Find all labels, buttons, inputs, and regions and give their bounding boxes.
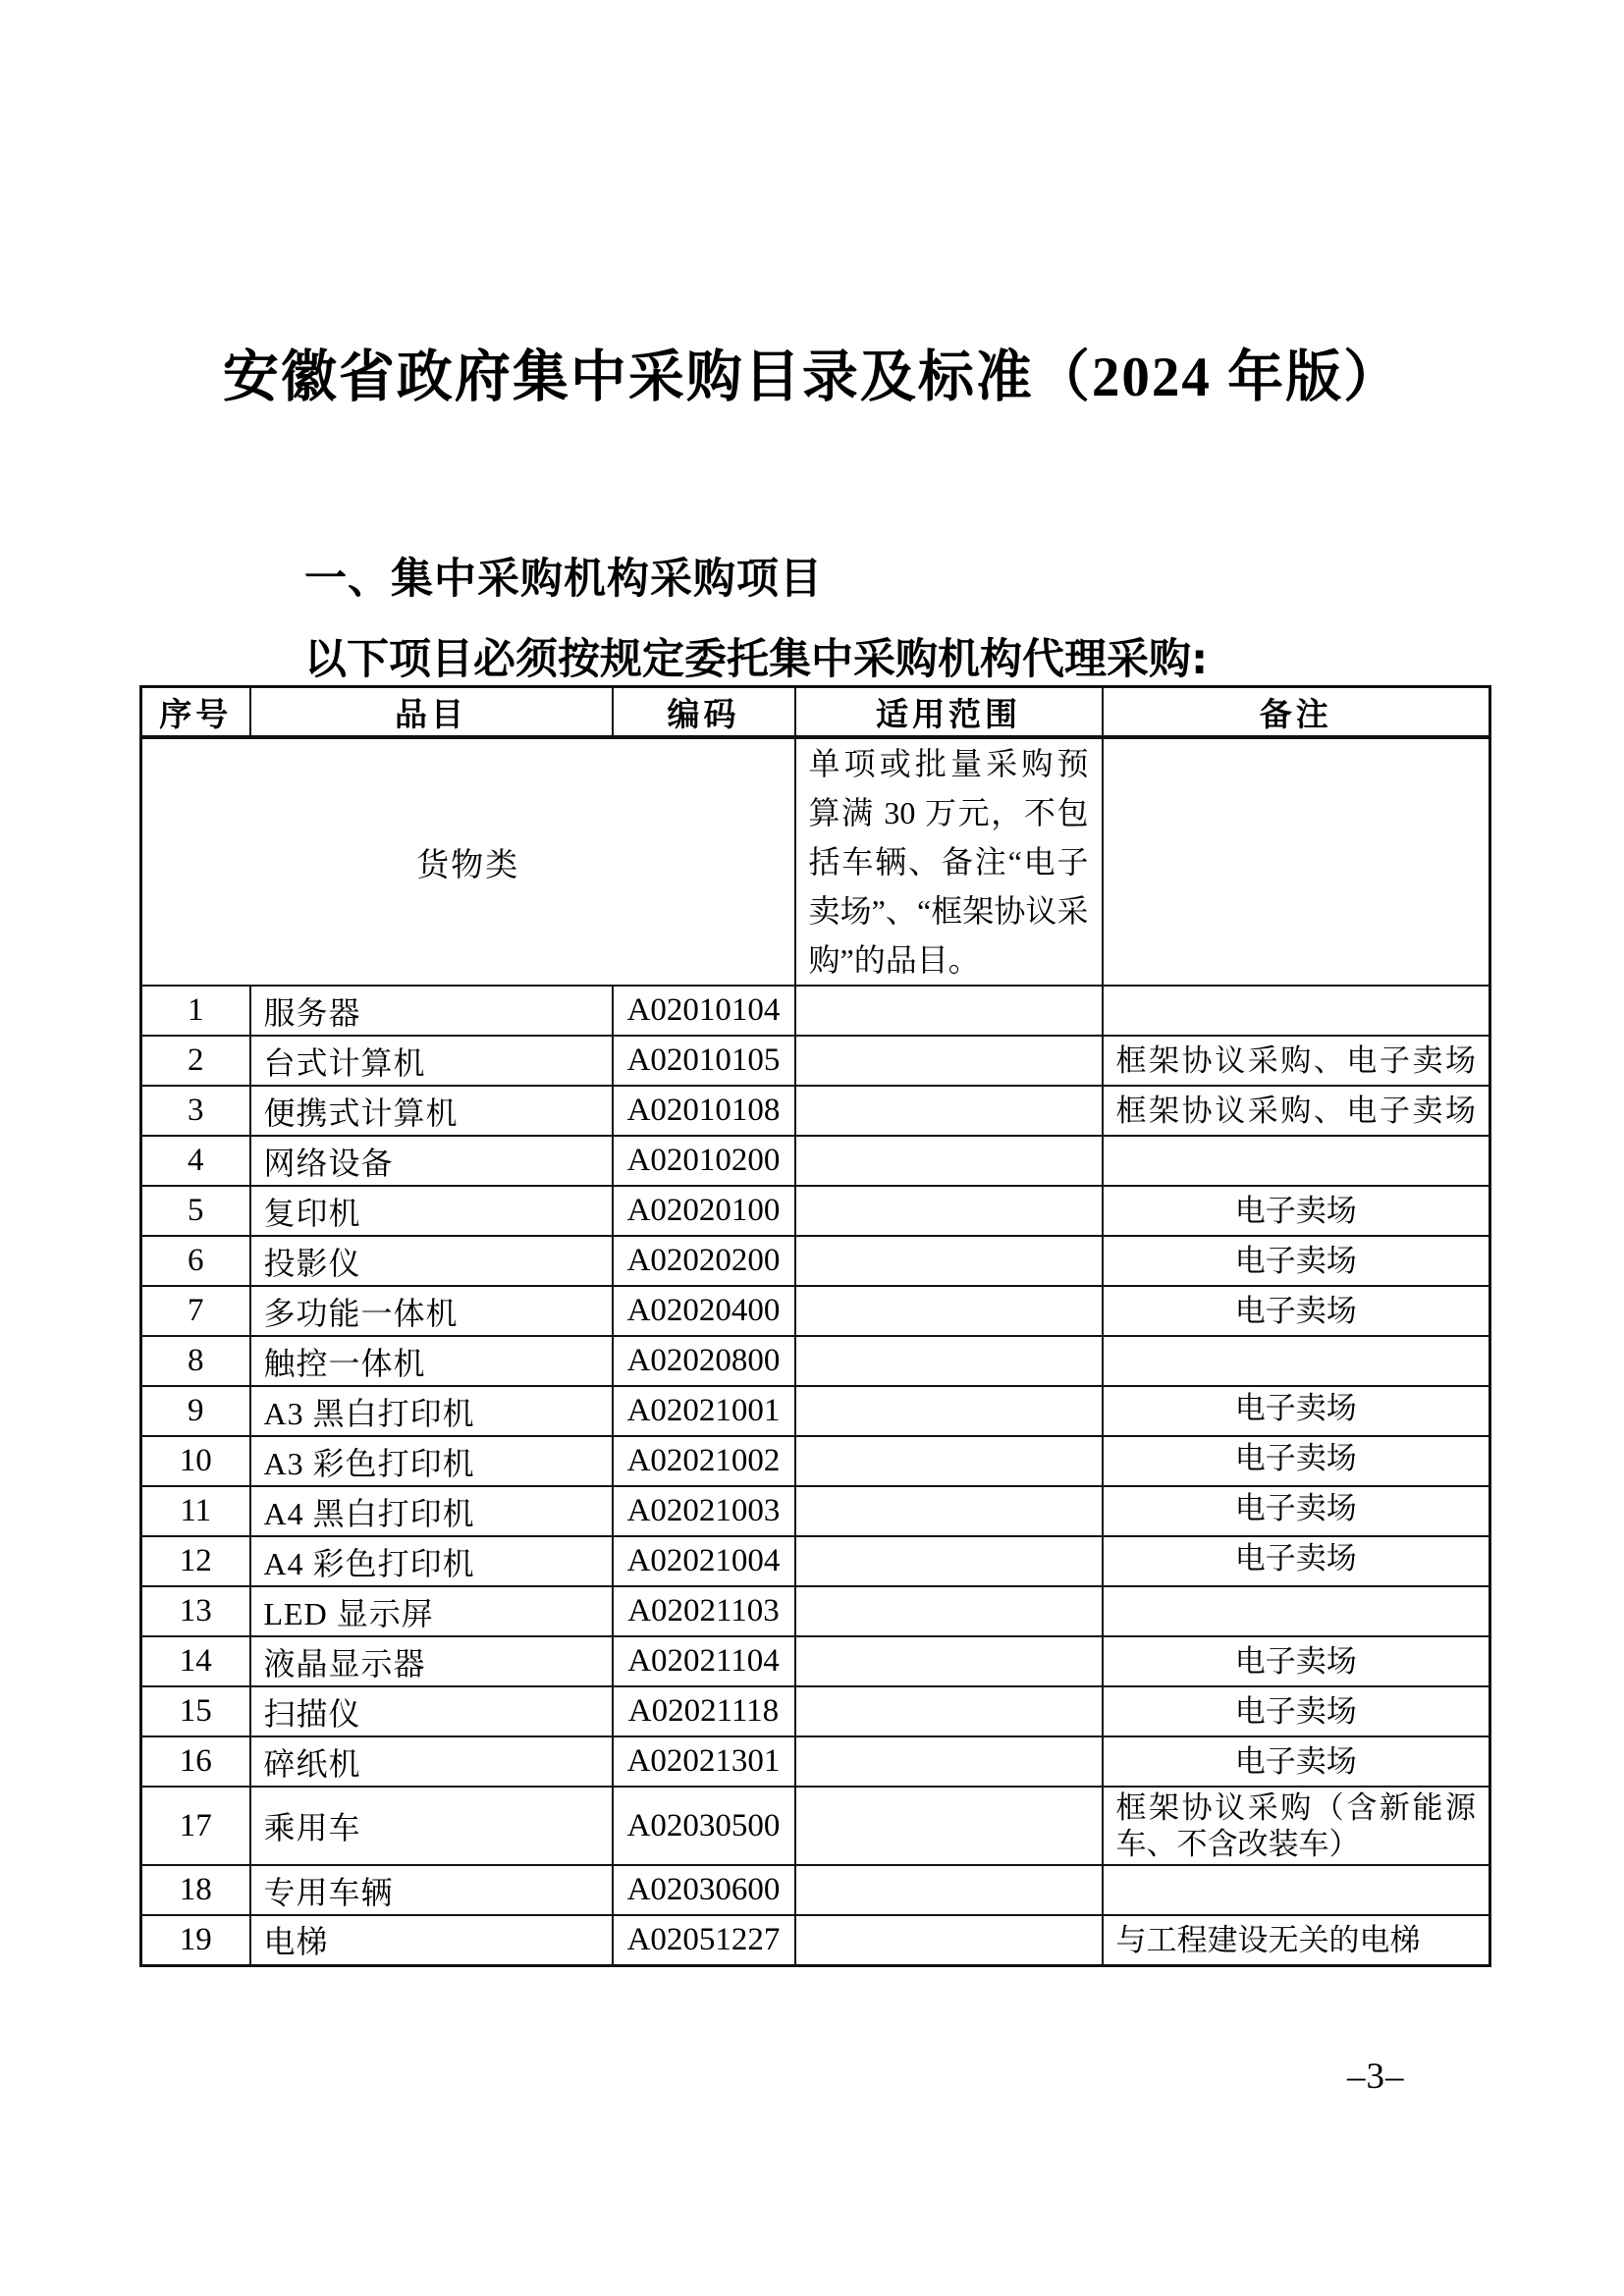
seq-cell: 9	[141, 1386, 250, 1436]
remark-cell: 与工程建设无关的电梯	[1103, 1915, 1490, 1965]
remark-cell: 电子卖场	[1103, 1636, 1490, 1686]
seq-cell: 5	[141, 1186, 250, 1236]
table-row	[141, 1336, 1490, 1386]
header-cell-seq: 序号	[141, 687, 250, 738]
category-row	[141, 737, 1490, 986]
remark-cell	[1103, 1136, 1490, 1186]
remark-cell: 框架协议采购（含新能源车、不含改装车）	[1103, 1787, 1490, 1865]
scope-cell	[795, 1865, 1103, 1915]
code-cell: A02010108	[613, 1086, 795, 1136]
item-cell: 多功能一体机	[250, 1286, 613, 1336]
seq-cell: 14	[141, 1636, 250, 1686]
remark-cell: 电子卖场	[1103, 1736, 1490, 1787]
item-cell: 投影仪	[250, 1236, 613, 1286]
table-row	[141, 1086, 1490, 1136]
code-cell: A02030600	[613, 1865, 795, 1915]
table-row	[141, 1536, 1490, 1586]
item-cell: 复印机	[250, 1186, 613, 1236]
seq-cell: 19	[141, 1915, 250, 1965]
scope-cell	[795, 1436, 1103, 1486]
seq-cell: 6	[141, 1236, 250, 1286]
scope-cell	[795, 1386, 1103, 1436]
seq-cell: 17	[141, 1787, 250, 1865]
page-title: 安徽省政府集中采购目录及标准（2024 年版）	[222, 347, 1402, 408]
table-row	[141, 1286, 1490, 1336]
scope-cell	[795, 1787, 1103, 1865]
page-number: –3–	[1347, 2056, 1405, 2097]
code-cell: A02030500	[613, 1787, 795, 1865]
section-heading: 一、集中采购机构采购项目	[304, 555, 823, 604]
code-cell: A02020200	[613, 1236, 795, 1286]
code-cell: A02021103	[613, 1586, 795, 1636]
item-cell: A3 彩色打印机	[250, 1436, 613, 1486]
scope-cell	[795, 1336, 1103, 1386]
remark-cell: 电子卖场	[1103, 1286, 1490, 1336]
remark-cell	[1103, 1865, 1490, 1915]
item-cell: 触控一体机	[250, 1336, 613, 1386]
item-cell: A4 黑白打印机	[250, 1486, 613, 1536]
remark-cell: 电子卖场	[1103, 1486, 1490, 1536]
header-cell-item: 品目	[250, 687, 613, 738]
code-cell: A02020400	[613, 1286, 795, 1336]
remark-cell: 电子卖场	[1103, 1386, 1490, 1436]
category-label-cell: 货物类	[141, 737, 795, 986]
seq-cell: 18	[141, 1865, 250, 1915]
header-cell-code: 编码	[613, 687, 795, 738]
table-row	[141, 986, 1490, 1036]
item-cell: A4 彩色打印机	[250, 1536, 613, 1586]
item-cell: 专用车辆	[250, 1865, 613, 1915]
table-header-row	[141, 687, 1490, 738]
seq-cell: 15	[141, 1686, 250, 1736]
remark-cell: 框架协议采购、电子卖场	[1103, 1086, 1490, 1136]
item-cell: 碎纸机	[250, 1736, 613, 1787]
scope-cell	[795, 1586, 1103, 1636]
seq-cell: 11	[141, 1486, 250, 1536]
code-cell: A02021104	[613, 1636, 795, 1686]
item-cell: 台式计算机	[250, 1036, 613, 1086]
remark-cell	[1103, 986, 1490, 1036]
code-cell: A02051227	[613, 1915, 795, 1965]
scope-cell	[795, 1136, 1103, 1186]
table-row	[141, 1486, 1490, 1536]
table-row	[141, 1236, 1490, 1286]
code-cell: A02021003	[613, 1486, 795, 1536]
category-scope-cell: 单项或批量采购预算满 30 万元，不包括车辆、备注“电子卖场”、“框架协议采购”的品目。	[795, 737, 1103, 986]
table-row	[141, 1586, 1490, 1636]
code-cell: A02021118	[613, 1686, 795, 1736]
table-row	[141, 1865, 1490, 1915]
procurement-table	[139, 685, 1491, 1967]
remark-cell	[1103, 1336, 1490, 1386]
intro-text: 以下项目必须按规定委托集中采购机构代理采购:	[304, 635, 1209, 684]
table-row	[141, 1915, 1490, 1965]
table-row	[141, 1787, 1490, 1865]
item-cell: 乘用车	[250, 1787, 613, 1865]
scope-cell	[795, 986, 1103, 1036]
seq-cell: 7	[141, 1286, 250, 1336]
code-cell: A02021004	[613, 1536, 795, 1586]
table-row	[141, 1186, 1490, 1236]
seq-cell: 8	[141, 1336, 250, 1386]
item-cell: 便携式计算机	[250, 1086, 613, 1136]
table-row	[141, 1736, 1490, 1787]
seq-cell: 10	[141, 1436, 250, 1486]
table-row	[141, 1436, 1490, 1486]
code-cell: A02010200	[613, 1136, 795, 1186]
seq-cell: 4	[141, 1136, 250, 1186]
table-row	[141, 1636, 1490, 1686]
item-cell: 服务器	[250, 986, 613, 1036]
code-cell: A02021301	[613, 1736, 795, 1787]
scope-cell	[795, 1636, 1103, 1686]
code-cell: A02020100	[613, 1186, 795, 1236]
header-cell-remark: 备注	[1103, 687, 1490, 738]
item-cell: 液晶显示器	[250, 1636, 613, 1686]
scope-cell	[795, 1536, 1103, 1586]
scope-cell	[795, 1686, 1103, 1736]
code-cell: A02010105	[613, 1036, 795, 1086]
code-cell: A02020800	[613, 1336, 795, 1386]
seq-cell: 16	[141, 1736, 250, 1787]
scope-cell	[795, 1736, 1103, 1787]
item-cell: 扫描仪	[250, 1686, 613, 1736]
item-cell: LED 显示屏	[250, 1586, 613, 1636]
scope-cell	[795, 1236, 1103, 1286]
seq-cell: 13	[141, 1586, 250, 1636]
remark-cell: 电子卖场	[1103, 1686, 1490, 1736]
remark-cell: 框架协议采购、电子卖场	[1103, 1036, 1490, 1086]
table-row	[141, 1036, 1490, 1086]
table-row	[141, 1136, 1490, 1186]
remark-cell	[1103, 1586, 1490, 1636]
table-body	[141, 737, 1490, 1965]
remark-cell: 电子卖场	[1103, 1536, 1490, 1586]
table-row	[141, 1386, 1490, 1436]
code-cell: A02021002	[613, 1436, 795, 1486]
remark-cell: 电子卖场	[1103, 1236, 1490, 1286]
code-cell: A02021001	[613, 1386, 795, 1436]
seq-cell: 3	[141, 1086, 250, 1136]
scope-cell	[795, 1086, 1103, 1136]
item-cell: 网络设备	[250, 1136, 613, 1186]
item-cell: A3 黑白打印机	[250, 1386, 613, 1436]
seq-cell: 1	[141, 986, 250, 1036]
category-remark-cell	[1103, 737, 1490, 986]
scope-cell	[795, 1186, 1103, 1236]
seq-cell: 12	[141, 1536, 250, 1586]
scope-cell	[795, 1036, 1103, 1086]
remark-cell: 电子卖场	[1103, 1436, 1490, 1486]
table-row	[141, 1686, 1490, 1736]
header-cell-scope: 适用范围	[795, 687, 1103, 738]
scope-cell	[795, 1915, 1103, 1965]
scope-cell	[795, 1286, 1103, 1336]
seq-cell: 2	[141, 1036, 250, 1086]
remark-cell: 电子卖场	[1103, 1186, 1490, 1236]
item-cell: 电梯	[250, 1915, 613, 1965]
code-cell: A02010104	[613, 986, 795, 1036]
scope-cell	[795, 1486, 1103, 1536]
